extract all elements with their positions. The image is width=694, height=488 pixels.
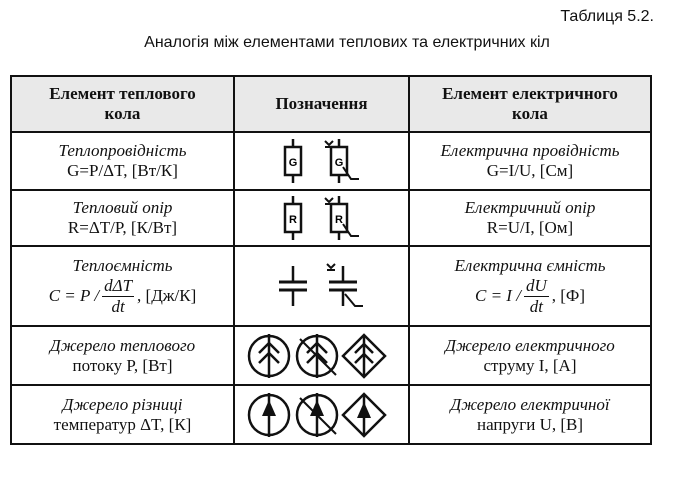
electric-name: Електрична провідність [440, 141, 620, 160]
table-row-voltage-source [11, 385, 651, 444]
symbol-cell [234, 132, 409, 190]
table-title: Аналогія між елементами теплових та електричних кіл [144, 34, 550, 51]
thermal-formula [49, 276, 197, 317]
symbol-letter-variable: R [334, 214, 343, 226]
symbol-cell [234, 385, 409, 444]
symbol-cell [234, 326, 409, 385]
electric-cell [409, 190, 651, 246]
capacitor-symbol-icon [267, 258, 377, 314]
thermal-cell [11, 190, 234, 246]
electric-cell [409, 385, 651, 444]
formula-numerator: dΔT [104, 275, 133, 295]
header-designation: Позначення [234, 76, 409, 132]
header-thermal-line1: Елемент теплового [49, 84, 196, 103]
symbol-cell [234, 246, 409, 326]
header-electric-line2: кола [512, 104, 548, 123]
header-thermal-element [11, 76, 234, 132]
formula-left: C = P / [48, 286, 100, 305]
table-row-conductance [11, 132, 651, 190]
thermal-name: Теплопровідність [58, 141, 187, 160]
formula-fraction [102, 276, 134, 317]
electric-cell [409, 132, 651, 190]
symbol-letter-variable: G [334, 157, 343, 169]
thermal-cell [11, 246, 234, 326]
formula-left: C = I / [475, 286, 521, 305]
formula-denominator: dt [111, 296, 125, 316]
thermal-formula: G=P/ΔT, [Вт/К] [67, 161, 178, 180]
electric-name: Електрична ємність [454, 255, 606, 275]
electric-formula: напруги U, [В] [476, 414, 584, 434]
formula-right: , [Ф] [551, 286, 585, 305]
resistance-symbol-icon [267, 194, 377, 242]
formula-denominator: dt [529, 296, 543, 316]
electric-formula: G=I/U, [См] [486, 161, 574, 180]
header-row [11, 76, 651, 132]
voltage-source-symbol-icon [242, 390, 402, 440]
table-row-flow-source [11, 326, 651, 385]
electric-name: Електричний опір [464, 198, 596, 217]
thermal-cell [11, 132, 234, 190]
thermal-name: Теплоємність [72, 255, 173, 275]
electric-name: Джерело електричної [450, 394, 610, 414]
electric-cell [409, 246, 651, 326]
thermal-cell [11, 326, 234, 385]
header-electric-element [409, 76, 651, 132]
thermal-name: Джерело теплового [49, 335, 196, 355]
electric-formula: R=U/I, [Ом] [486, 218, 574, 237]
table-row-resistance [11, 190, 651, 246]
thermal-cell [11, 385, 234, 444]
conductance-symbol-icon [267, 137, 377, 185]
electric-formula: струму I, [А] [483, 355, 577, 375]
formula-fraction [524, 276, 549, 317]
formula-numerator: dU [525, 275, 547, 295]
electric-cell [409, 326, 651, 385]
table-caption: Таблиця 5.2. [560, 8, 654, 25]
symbol-cell [234, 190, 409, 246]
thermal-name: Джерело різниці [62, 394, 183, 414]
header-thermal-line2: кола [104, 104, 141, 123]
current-source-symbol-icon [242, 331, 402, 381]
formula-right: , [Дж/К] [137, 286, 197, 305]
analogy-table [10, 75, 652, 445]
symbol-letter: R [288, 214, 297, 226]
thermal-formula: потоку P, [Вт] [72, 355, 173, 375]
symbol-letter: G [288, 157, 297, 169]
header-electric-line1: Елемент електричного [442, 84, 618, 103]
electric-formula [475, 276, 585, 317]
thermal-name: Тепловий опір [72, 198, 173, 217]
table-row-capacitance [11, 246, 651, 326]
thermal-formula: R=ΔT/P, [К/Вт] [67, 218, 178, 237]
thermal-formula: температур ΔT, [К] [53, 414, 192, 434]
electric-name: Джерело електричного [445, 335, 615, 355]
